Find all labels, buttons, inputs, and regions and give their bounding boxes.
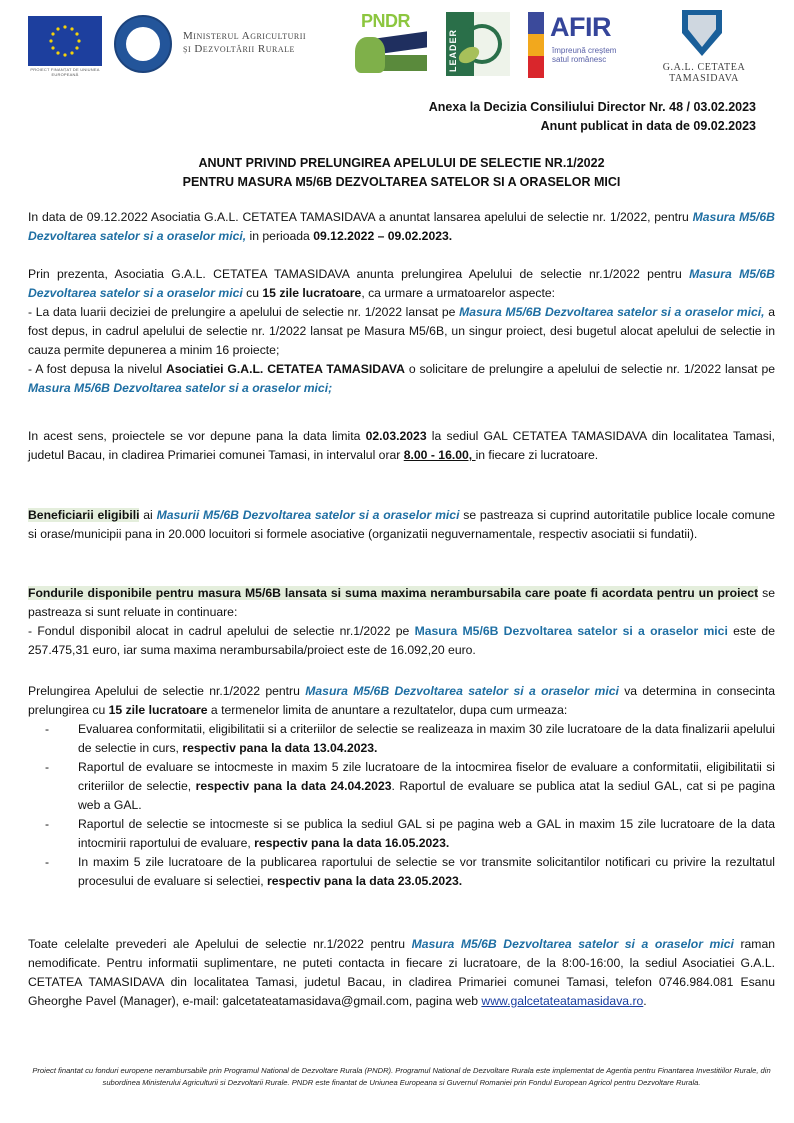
dash-bullet: - bbox=[45, 817, 50, 831]
text: o solicitare de prelungire a apelului de selectie nr. 1/2022 lansat pe bbox=[404, 362, 775, 376]
annex-reference bbox=[429, 98, 756, 136]
eligible-beneficiaries-label: Beneficiarii eligibili bbox=[28, 508, 140, 522]
measure-name: Masura M5/6B Dezvoltarea satelor si a oraselor mici bbox=[411, 937, 734, 951]
coat-of-arms-icon bbox=[126, 27, 160, 61]
ministry-line-2: și Dezvoltării Rurale bbox=[183, 43, 295, 55]
dash-bullet: - bbox=[45, 760, 50, 774]
call-period: 09.12.2022 – 09.02.2023. bbox=[313, 229, 453, 243]
text: Evaluarea conformitatii, eligibilitatii si a criteriilor de selectie se realizeaza in maxim 30 zile lucratoare de la data finalizarii apelului de selectie in curs, bbox=[78, 722, 775, 755]
dash-bullet: - bbox=[45, 722, 50, 736]
tree-icon bbox=[355, 37, 385, 73]
list-item bbox=[28, 853, 775, 891]
text: In data de 09.12.2022 Asociatia G.A.L. CETATEA TAMASIDAVA a anuntat lansarea apelului de selectie nr. 1/2022, pentru bbox=[28, 210, 693, 224]
measure-name: Masura M5/6B Dezvoltarea satelor si a oraselor mici, bbox=[28, 210, 775, 243]
romanian-government-seal-logo bbox=[114, 15, 172, 73]
title-line-2: PENTRU MASURA M5/6B DEZVOLTAREA SATELOR SI A ORASELOR MICI bbox=[182, 175, 621, 189]
deadline-date: respectiv pana la data 16.05.2023. bbox=[254, 836, 450, 850]
eu-stars-icon bbox=[28, 16, 102, 66]
text: este de 257.475,31 euro, iar suma maxima nerambursabila/proiect este de 16.092,20 euro. bbox=[28, 624, 775, 657]
text: , ca urmare a urmatoarelor aspecte: bbox=[361, 286, 556, 300]
header-logos bbox=[0, 0, 794, 90]
paragraph-contact bbox=[28, 935, 775, 1011]
paragraph-launch bbox=[28, 208, 775, 246]
extension-days: 15 zile lucratoare bbox=[262, 286, 362, 300]
measure-name: Masurii M5/6B Dezvoltarea satelor si a oraselor mici bbox=[156, 508, 460, 522]
text: va determina in consecinta prelungirea cu bbox=[28, 684, 775, 717]
text: Raportul de selectie se intocmeste si se publica la sediul GAL si pe pagina web a GAL in maxim 15 zile lucratoare de la data intocmirii raportului de evaluare, bbox=[78, 817, 775, 850]
list-item bbox=[28, 815, 775, 853]
deadline-date: respectiv pana la data 24.04.2023 bbox=[195, 779, 392, 793]
text: . Raportul de evaluare se publica atat la sediul GAL, cat si pe pagina web a GAL. bbox=[78, 779, 776, 812]
text: raman nemodificate. Pentru informatii suplimentare, ne puteti contacta in fiecare zi lucratoare, de la 8:00-16:00, la sediul Asociatiei G.A.L. CETATEA TAMASIDAVA din localitatea Tamasi, judetul Bacau, in cladirea Primariei comunei Tamasi, telefon 0746.984.081 Esanu Gheorghe Pavel (Manager), e-mail: galcetateatamasidava@gmail.com, pagina web bbox=[28, 937, 775, 1008]
afir-tagline-line-1: împreună creștem bbox=[552, 46, 617, 55]
annex-publish-date-line: Anunt publicat in data de 09.02.2023 bbox=[540, 119, 756, 133]
measure-name: Masura M5/6B Dezvoltarea satelor si a oraselor mici bbox=[305, 684, 619, 698]
afir-tagline-line-2: satul românesc bbox=[552, 55, 607, 64]
annex-decision-line: Anexa la Decizia Consiliului Director Nr. 48 / 03.02.2023 bbox=[428, 100, 756, 114]
text: . bbox=[643, 994, 647, 1008]
pndr-text: PNDR bbox=[361, 11, 411, 31]
pndr-logo bbox=[355, 11, 427, 77]
text: ai bbox=[139, 508, 157, 522]
text: se pastreaza si sunt reluate in continuare: bbox=[28, 586, 775, 619]
association-name: Asociatiei G.A.L. CETATEA TAMASIDAVA bbox=[165, 362, 405, 376]
ministry-line-1: Ministerul Agriculturii bbox=[183, 30, 307, 42]
deadline-list bbox=[28, 720, 775, 891]
submission-deadline: 02.03.2023 bbox=[365, 429, 427, 443]
text: a termenelor limita de anuntare a rezultatelor, dupa cum urmeaza: bbox=[207, 703, 568, 717]
text: - La data luarii deciziei de prelungire a apelului de selectie nr. 1/2022 lansat pe bbox=[28, 305, 460, 319]
afir-emblem-icon bbox=[528, 12, 544, 78]
paragraph-submission bbox=[28, 427, 775, 465]
text: in perioada bbox=[246, 229, 314, 243]
eu-flag-logo bbox=[28, 16, 102, 66]
website-link[interactable]: www.galcetateatamasidava.ro bbox=[481, 994, 644, 1008]
leader-logo bbox=[446, 12, 510, 76]
measure-name: Masura M5/6B Dezvoltarea satelor si a oraselor mici, bbox=[459, 305, 765, 319]
afir-title: AFIR bbox=[550, 12, 611, 42]
gal-logo bbox=[636, 10, 772, 84]
extension-days: 15 zile lucratoare bbox=[108, 703, 208, 717]
office-hours: 8.00 - 16.00, bbox=[403, 448, 476, 462]
paragraph-extension bbox=[28, 265, 775, 398]
gal-name: G.A.L. CETATEA TAMASIDAVA bbox=[662, 62, 746, 84]
funding-footer: Proiect finantat cu fonduri europene nerambursabile prin Programul National de Dezvoltare Rurala (PNDR). Programul National de Dezvoltare Rurala este implementat de Agentia pentru Finantarea Investitiilor Rurale, din subordinea Ministerului Agriculturii si Dezvoltarii Rurale. PNDR este finantat de Uniunea Europeana si Guvernul Romaniei prin Fondul European Agricol pentru Dezvoltare Rurala. bbox=[32, 1066, 771, 1087]
ministry-name bbox=[183, 30, 306, 56]
deadline-date: respectiv pana la data 23.05.2023. bbox=[267, 874, 463, 888]
text: cu bbox=[242, 286, 263, 300]
measure-name: Masura M5/6B Dezvoltarea satelor si a oraselor mici bbox=[28, 267, 775, 300]
text: Raportul de evaluare se intocmeste in maxim 5 zile lucratoare de la intocmirea fiselor de evaluare a conformitatii, eligibilitatii si criteriilor de selectie, bbox=[78, 760, 775, 793]
text: In maxim 5 zile lucratoare de la publicarea raportului de selectie se vor transmite solicitantilor notificari cu privire la rezultatul procesului de evaluare si selectiei, bbox=[78, 855, 775, 888]
title-line-1: ANUNT PRIVIND PRELUNGIREA APELULUI DE SELECTIE NR.1/2022 bbox=[198, 156, 605, 170]
text: se pastreaza si cuprind autoritatile publice locale comune si orase/municipii pana in 20.000 locuitori si formele asociative (organizatii neguvernamentale, respectiv asociatii si fundatii). bbox=[28, 508, 776, 541]
paragraph-beneficiaries bbox=[28, 506, 775, 544]
text: - A fost depusa la nivelul bbox=[28, 362, 166, 376]
available-funds-label: Fondurile disponibile pentru masura M5/6B lansata si suma maxima nerambursabila care poate fi acordata pentru un proiect bbox=[28, 586, 759, 600]
measure-name: Masura M5/6B Dezvoltarea satelor si a oraselor mici bbox=[414, 624, 728, 638]
paragraph-funds bbox=[28, 584, 775, 660]
text: a fost depus, in cadrul apelului de selectie nr. 1/2022 lansat pe Masura M5/6B, un singur proiect, desi bugetul alocat apelului de selectie in cauza permite depunerea a minim 16 proiecte; bbox=[28, 305, 775, 357]
list-item bbox=[28, 758, 775, 815]
list-item bbox=[28, 720, 775, 758]
eu-caption: PROIECT FINANȚAT DE UNIUNEA EUROPEANĂ bbox=[30, 67, 100, 77]
afir-tagline bbox=[552, 46, 616, 64]
dash-bullet: - bbox=[45, 855, 50, 869]
text: - Fondul disponibil alocat in cadrul apelului de selectie nr.1/2022 pe bbox=[28, 624, 415, 638]
text: In acest sens, proiectele se vor depune pana la data limita bbox=[28, 429, 366, 443]
deadline-date: respectiv pana la data 13.04.2023. bbox=[182, 741, 378, 755]
leader-text: LEADER bbox=[448, 28, 458, 72]
document-title bbox=[28, 154, 775, 192]
text: la sediul GAL CETATEA TAMASIDAVA din localitatea Tamasi, judetul Bacau, in cladirea Primariei comunei Tamasi, in intervalul orar bbox=[28, 429, 775, 462]
paragraph-deadlines bbox=[28, 682, 775, 891]
afir-logo bbox=[528, 10, 628, 80]
text: Prin prezenta, Asociatia G.A.L. CETATEA TAMASIDAVA anunta prelungirea Apelului de selectie nr.1/2022 pentru bbox=[28, 267, 690, 281]
text: in fiecare zi lucratoare. bbox=[475, 448, 599, 462]
measure-name: Masura M5/6B Dezvoltarea satelor si a oraselor mici; bbox=[28, 381, 333, 395]
text: Toate celelalte prevederi ale Apelului de selectie nr.1/2022 pentru bbox=[28, 937, 412, 951]
text: Prelungirea Apelului de selectie nr.1/2022 pentru bbox=[28, 684, 306, 698]
